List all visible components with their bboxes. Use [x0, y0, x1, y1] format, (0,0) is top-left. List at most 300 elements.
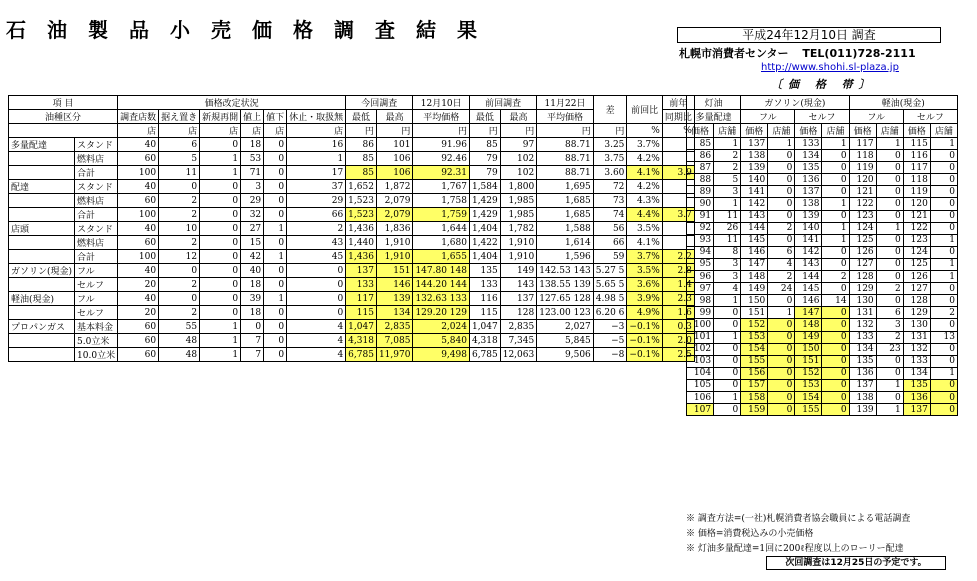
row-value: 0	[287, 264, 346, 278]
right-cell: 125	[903, 258, 930, 270]
row-value: 1,523	[346, 194, 377, 208]
row-group	[9, 236, 75, 250]
row-value: 102	[500, 166, 537, 180]
right-cell: 8	[714, 246, 741, 258]
right-cell: 1	[822, 222, 849, 234]
row-value: 1,429	[469, 194, 500, 208]
right-cell: 0	[930, 150, 957, 162]
right-cell: 0	[822, 162, 849, 174]
row-value: 40	[118, 180, 159, 194]
unit-cell: 店	[287, 124, 346, 138]
row-value: 1,685	[537, 208, 594, 222]
row-value: 1,767	[413, 180, 470, 194]
row-group	[9, 208, 75, 222]
table-row	[9, 348, 695, 362]
row-value: 6.20 6	[593, 306, 627, 320]
right-cell: 140	[795, 222, 822, 234]
row-value: 2	[159, 306, 200, 320]
row-value: 2,835	[500, 320, 537, 334]
row-value: 97	[500, 138, 537, 152]
row-value: −5	[593, 334, 627, 348]
row-value: 40	[118, 222, 159, 236]
right-cell: 0	[714, 307, 741, 319]
right-header-row	[687, 96, 958, 110]
row-value: 0	[200, 138, 241, 152]
right-cell: 129	[849, 283, 876, 295]
row-value: 0	[264, 348, 287, 362]
unit-cell: 店	[200, 124, 241, 138]
row-value: 2,079	[376, 194, 413, 208]
right-cell: 144	[795, 271, 822, 283]
unit-cell: 店	[159, 124, 200, 138]
right-cell: 125	[849, 234, 876, 246]
row-type: スタンド	[75, 222, 118, 236]
row-value: 20	[118, 306, 159, 320]
row-value: 43	[287, 236, 346, 250]
right-cell: 3	[714, 258, 741, 270]
row-value: 40	[118, 292, 159, 306]
row-value: 1,872	[376, 180, 413, 194]
row-value: 37	[287, 180, 346, 194]
row-value: 100	[118, 208, 159, 222]
right-cell: 129	[903, 307, 930, 319]
right-cell: 91	[687, 210, 714, 222]
right-cell: 1	[930, 271, 957, 283]
row-value: 73	[593, 194, 627, 208]
right-row	[687, 198, 958, 210]
right-cell: 146	[795, 295, 822, 307]
row-value: 0	[241, 320, 264, 334]
row-type: 10.0立米	[75, 348, 118, 362]
row-value: 5	[159, 152, 200, 166]
row-value: 1,782	[500, 222, 537, 236]
row-value: 5,840	[413, 334, 470, 348]
right-cell: 6	[876, 307, 903, 319]
row-group	[9, 348, 75, 362]
right-cell: 0	[822, 343, 849, 355]
right-row	[687, 283, 958, 295]
header-diff: 差	[593, 96, 627, 124]
row-value: −3	[593, 320, 627, 334]
right-cell: 14	[822, 295, 849, 307]
row-value: 132.63 133	[413, 292, 470, 306]
right-row	[687, 295, 958, 307]
row-type: 合計	[75, 250, 118, 264]
row-group	[9, 152, 75, 166]
right-cell: 90	[687, 198, 714, 210]
right-cell: 0	[768, 319, 795, 331]
right-row	[687, 186, 958, 198]
right-cell: 23	[876, 343, 903, 355]
row-value: 0	[200, 306, 241, 320]
row-value: 139	[376, 292, 413, 306]
right-cell: 120	[903, 198, 930, 210]
header-prev-max: 最高	[500, 110, 537, 124]
right-cell: 137	[903, 404, 930, 416]
header-revision: 価格改定状況	[118, 96, 346, 110]
row-value: 0	[200, 236, 241, 250]
right-header-stores: 店舗	[930, 124, 957, 138]
row-value: 32	[241, 208, 264, 222]
row-value: 11	[159, 166, 200, 180]
row-value: 1	[200, 334, 241, 348]
right-cell: 123	[903, 234, 930, 246]
right-cell: 0	[876, 150, 903, 162]
row-value: 2,835	[376, 320, 413, 334]
header-col-5: 休止・取扱無	[287, 110, 346, 124]
row-value: 2	[159, 208, 200, 222]
right-header-mode: フル	[849, 110, 903, 124]
right-cell: 147	[795, 307, 822, 319]
row-value: 71	[241, 166, 264, 180]
right-cell: 1	[768, 307, 795, 319]
row-value: 146	[376, 278, 413, 292]
row-value: 72	[593, 180, 627, 194]
right-cell: 0	[768, 391, 795, 403]
table-row	[9, 250, 695, 264]
row-value: 106	[376, 152, 413, 166]
row-value: 0	[287, 278, 346, 292]
row-value: 2	[287, 222, 346, 236]
row-value: 79	[469, 152, 500, 166]
right-cell: 2	[768, 222, 795, 234]
header-prev-survey: 前回調査	[469, 96, 536, 110]
right-cell: 138	[741, 150, 768, 162]
row-value: 5,845	[537, 334, 594, 348]
right-cell: 123	[849, 210, 876, 222]
right-cell: 0	[930, 210, 957, 222]
unit-cell: 円	[376, 124, 413, 138]
org-info	[679, 45, 926, 61]
right-cell: 0	[768, 331, 795, 343]
unit-cell: 店	[118, 124, 159, 138]
row-group	[9, 250, 75, 264]
row-value: 1,404	[469, 250, 500, 264]
right-cell: 157	[741, 379, 768, 391]
right-cell: 104	[687, 367, 714, 379]
right-header-diesel: 軽油(現金)	[849, 96, 957, 110]
right-cell: 154	[741, 343, 768, 355]
right-cell: 0	[768, 355, 795, 367]
row-value: 2,024	[413, 320, 470, 334]
right-cell: 133	[795, 138, 822, 150]
right-cell: 0	[768, 210, 795, 222]
row-value: 0	[264, 306, 287, 320]
row-value: 7,345	[500, 334, 537, 348]
row-value: 2	[159, 194, 200, 208]
row-value: 0	[287, 292, 346, 306]
right-cell: 0	[930, 198, 957, 210]
row-value: 0	[200, 264, 241, 278]
right-cell: 0	[930, 186, 957, 198]
row-value: 1,910	[500, 250, 537, 264]
right-cell: 156	[741, 367, 768, 379]
row-value: 74	[593, 208, 627, 222]
right-row	[687, 246, 958, 258]
right-cell: 0	[876, 198, 903, 210]
right-cell: 105	[687, 379, 714, 391]
row-value: 53	[241, 152, 264, 166]
right-cell: 127	[849, 258, 876, 270]
right-header-mode: セルフ	[795, 110, 849, 124]
row-value: 92.31	[413, 166, 470, 180]
row-value: 137	[500, 292, 537, 306]
row-value: 1	[264, 250, 287, 264]
right-row	[687, 271, 958, 283]
right-cell: 0	[768, 150, 795, 162]
right-cell: 150	[795, 343, 822, 355]
row-value: 6,785	[346, 348, 377, 362]
right-cell: 0	[822, 258, 849, 270]
right-header-mode: フル	[741, 110, 795, 124]
row-value: 20	[118, 278, 159, 292]
row-value: 3.9%	[627, 292, 662, 306]
row-group: 店頭	[9, 222, 75, 236]
row-value: 2.5	[662, 348, 694, 362]
row-value: −8	[593, 348, 627, 362]
right-cell: 138	[849, 391, 876, 403]
right-cell: 99	[687, 307, 714, 319]
unit-spacer	[9, 124, 118, 138]
row-value: 18	[241, 278, 264, 292]
row-value: 60	[118, 320, 159, 334]
unit-cell: 円	[469, 124, 500, 138]
right-cell: 0	[768, 404, 795, 416]
right-header-price: 価格	[903, 124, 930, 138]
right-cell: 87	[687, 162, 714, 174]
right-cell: 122	[849, 198, 876, 210]
right-cell: 0	[768, 198, 795, 210]
header-max: 最高	[376, 110, 413, 124]
right-header-stores: 店舗	[768, 124, 795, 138]
right-cell: 120	[849, 174, 876, 186]
row-value: 45	[287, 250, 346, 264]
row-value: 1	[200, 152, 241, 166]
row-group	[9, 278, 75, 292]
row-value: 7	[241, 334, 264, 348]
row-value: 1,644	[413, 222, 470, 236]
row-value: 1,985	[500, 194, 537, 208]
org-url-link[interactable]: http://www.shohi.sl-plaza.jp	[761, 62, 899, 73]
right-cell: 119	[903, 186, 930, 198]
row-value: 0	[159, 180, 200, 194]
right-row	[687, 379, 958, 391]
right-cell: 107	[687, 404, 714, 416]
row-value: 1,436	[346, 222, 377, 236]
row-value: 18	[241, 138, 264, 152]
row-value: 2.0	[662, 334, 694, 348]
right-cell: 0	[930, 295, 957, 307]
right-cell: 124	[903, 246, 930, 258]
row-value: 79	[469, 166, 500, 180]
row-value: 2.2	[662, 250, 694, 264]
right-cell: 0	[822, 283, 849, 295]
right-cell: 0	[822, 186, 849, 198]
right-cell: 137	[795, 186, 822, 198]
header-row-2	[9, 110, 695, 124]
row-type: セルフ	[75, 278, 118, 292]
row-value: 1,047	[346, 320, 377, 334]
unit-cell: %	[662, 124, 694, 138]
right-cell: 0	[930, 391, 957, 403]
row-value: 1	[264, 292, 287, 306]
right-header-price: 価格	[849, 124, 876, 138]
row-value: 117	[346, 292, 377, 306]
right-cell: 151	[741, 307, 768, 319]
row-value: 85	[346, 152, 377, 166]
row-type: スタンド	[75, 180, 118, 194]
unit-cell: 円	[413, 124, 470, 138]
row-group: 多量配達	[9, 138, 75, 152]
right-row	[687, 391, 958, 403]
right-cell: 0	[876, 234, 903, 246]
right-row	[687, 307, 958, 319]
right-cell: 0	[876, 295, 903, 307]
header-avg: 平均価格	[413, 110, 470, 124]
row-value: 6,785	[469, 348, 500, 362]
header-prev-date: 11月22日	[537, 96, 594, 110]
row-value: 48	[159, 334, 200, 348]
row-value: 1,436	[346, 250, 377, 264]
right-row	[687, 174, 958, 186]
right-row	[687, 343, 958, 355]
row-value: 18	[241, 306, 264, 320]
right-cell: 0	[822, 379, 849, 391]
row-value: 0	[264, 278, 287, 292]
right-cell: 149	[741, 283, 768, 295]
right-cell: 0	[876, 174, 903, 186]
unit-cell: 円	[593, 124, 627, 138]
right-cell: 147	[741, 258, 768, 270]
right-cell: 0	[768, 186, 795, 198]
right-cell: 135	[849, 355, 876, 367]
org-name: 札幌市消費者センター	[679, 47, 789, 60]
row-value: 40	[118, 138, 159, 152]
row-value: 60	[118, 334, 159, 348]
unit-cell: 店	[264, 124, 287, 138]
row-value: 133	[469, 278, 500, 292]
right-row	[687, 162, 958, 174]
row-group	[9, 334, 75, 348]
row-value: 151	[376, 264, 413, 278]
row-value: 56	[593, 222, 627, 236]
row-value: 1,685	[537, 194, 594, 208]
right-cell: 126	[849, 246, 876, 258]
row-value: 135	[469, 264, 500, 278]
header-col-1: 据え置き	[159, 110, 200, 124]
right-cell: 131	[849, 307, 876, 319]
row-value: 0	[200, 250, 241, 264]
right-cell: 93	[687, 234, 714, 246]
row-value: 143	[500, 278, 537, 292]
header-yoy: 前年	[662, 96, 694, 110]
right-cell: 0	[768, 234, 795, 246]
right-cell: 118	[903, 174, 930, 186]
right-cell: 0	[930, 162, 957, 174]
row-value: 5.27 5	[593, 264, 627, 278]
right-cell: 139	[795, 210, 822, 222]
right-cell: 0	[876, 186, 903, 198]
right-cell: 1	[714, 138, 741, 150]
row-value: 0	[287, 306, 346, 320]
right-cell: 0	[876, 162, 903, 174]
right-cell: 0	[768, 379, 795, 391]
row-value: 7	[241, 348, 264, 362]
right-cell: 0	[714, 367, 741, 379]
right-cell: 102	[687, 343, 714, 355]
right-cell: 1	[714, 331, 741, 343]
right-cell: 1	[822, 198, 849, 210]
right-cell: 152	[795, 367, 822, 379]
right-cell: 150	[741, 295, 768, 307]
right-row	[687, 355, 958, 367]
table-row	[9, 306, 695, 320]
row-value: 4	[287, 334, 346, 348]
right-cell: 0	[930, 174, 957, 186]
right-cell: 0	[822, 307, 849, 319]
row-value: 29	[287, 194, 346, 208]
right-cell: 0	[822, 246, 849, 258]
right-cell: 0	[768, 174, 795, 186]
row-value: 127.65 128	[537, 292, 594, 306]
row-value: 59	[593, 250, 627, 264]
right-cell: 0	[876, 210, 903, 222]
right-cell: 94	[687, 246, 714, 258]
row-type: 基本料金	[75, 320, 118, 334]
right-cell: 0	[930, 343, 957, 355]
right-cell: 0	[876, 246, 903, 258]
row-value: 9,498	[413, 348, 470, 362]
table-row	[9, 180, 695, 194]
row-value: 42	[241, 250, 264, 264]
right-cell: 98	[687, 295, 714, 307]
row-value: 0	[264, 194, 287, 208]
right-cell: 26	[714, 222, 741, 234]
right-header-price: 価格	[741, 124, 768, 138]
right-cell: 133	[849, 331, 876, 343]
right-row	[687, 138, 958, 150]
row-value: 27	[241, 222, 264, 236]
right-cell: 122	[903, 222, 930, 234]
right-cell: 6	[768, 246, 795, 258]
right-cell: 0	[930, 319, 957, 331]
right-cell: 117	[849, 138, 876, 150]
right-cell: 0	[822, 391, 849, 403]
row-group: 軽油(現金)	[9, 292, 75, 306]
row-value: 0	[264, 264, 287, 278]
row-value: 149	[500, 264, 537, 278]
right-cell: 4	[714, 283, 741, 295]
row-value: 0.3	[662, 320, 694, 334]
row-value: 85	[469, 138, 500, 152]
row-value: 7,085	[376, 334, 413, 348]
row-value: 3.5%	[627, 264, 662, 278]
row-value: 92.46	[413, 152, 470, 166]
right-cell: 143	[795, 258, 822, 270]
right-cell: 1	[930, 258, 957, 270]
row-value: 1,759	[413, 208, 470, 222]
right-cell: 148	[741, 271, 768, 283]
row-value: 60	[118, 348, 159, 362]
right-cell: 0	[822, 331, 849, 343]
row-value: −0.1%	[627, 320, 662, 334]
right-cell: 0	[768, 343, 795, 355]
right-cell: 1	[930, 367, 957, 379]
row-value: 1,695	[537, 180, 594, 194]
right-cell: 135	[903, 379, 930, 391]
table-row	[9, 222, 695, 236]
right-cell: 0	[876, 355, 903, 367]
